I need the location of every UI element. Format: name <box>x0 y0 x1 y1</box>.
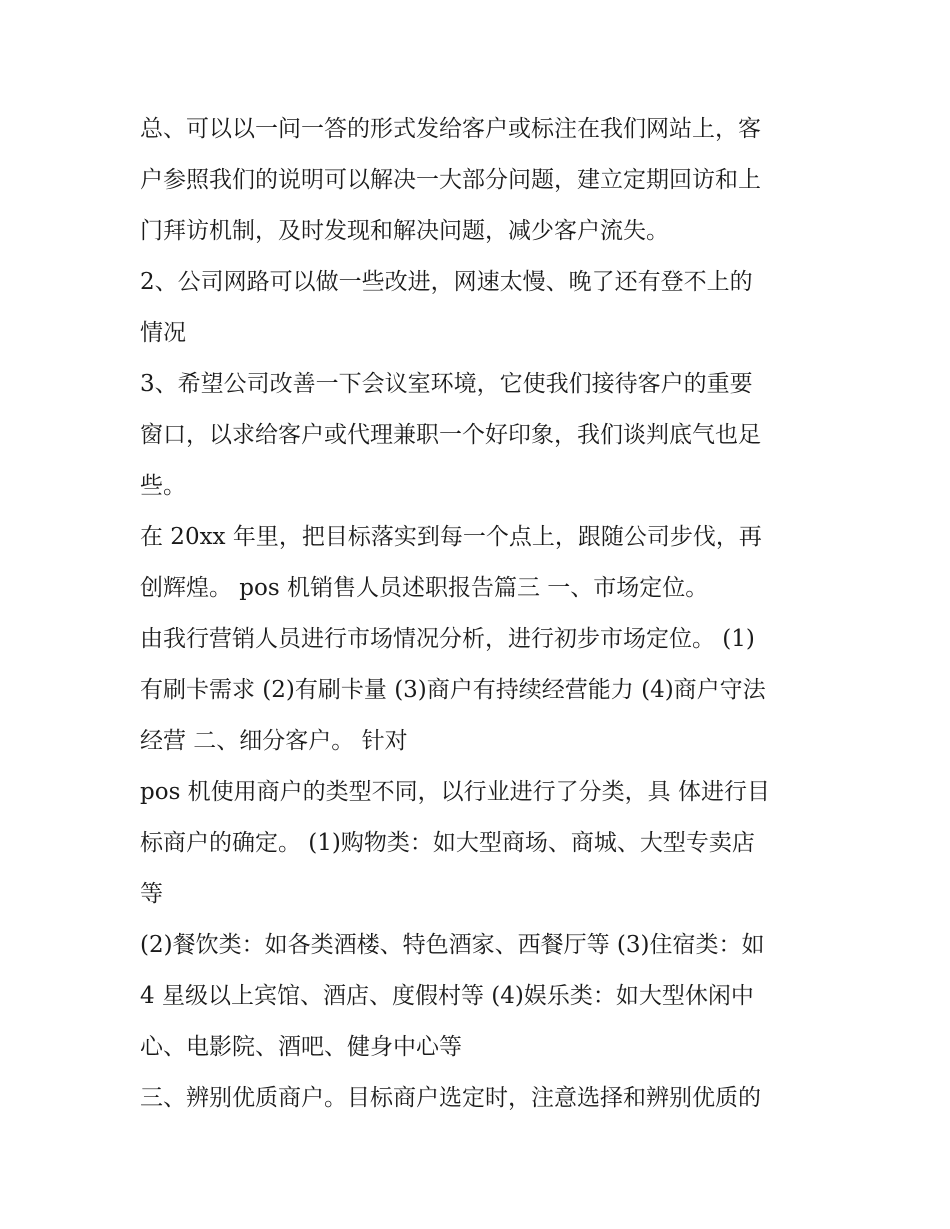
text-line: 有刷卡需求 (2)有刷卡量 (3)商户有持续经营能力 (4)商户守法 <box>140 677 766 703</box>
text-line: (2)餐饮类：如各类酒楼、特色酒家、西餐厅等 (3)住宿类：如 <box>140 932 765 958</box>
text-line: 3、希望公司改善一下会议室环境，它使我们接待客户的重要 <box>140 371 753 397</box>
text-line: pos 机使用商户的类型不同，以行业进行了分类，具 体进行目 <box>140 779 770 805</box>
text-line: 由我行营销人员进行市场情况分析，进行初步市场定位。 (1) <box>140 626 755 652</box>
text-line: 情况 <box>140 320 186 346</box>
text-line: 窗口，以求给客户或代理兼职一个好印象，我们谈判底气也足 <box>140 422 761 448</box>
text-line: 4 星级以上宾馆、酒店、度假村等 (4)娱乐类：如大型休闲中 <box>140 983 754 1009</box>
text-line: 2、公司网路可以做一些改进，网速太慢、晚了还有登不上的 <box>140 269 753 295</box>
text-line: 在 20xx 年里，把目标落实到每一个点上，跟随公司步伐，再 <box>140 524 762 550</box>
text-line: 些。 <box>140 473 186 499</box>
text-line: 等 <box>140 881 163 907</box>
text-line: 户参照我们的说明可以解决一大部分问题，建立定期回访和上 <box>140 167 761 193</box>
text-line: 总、可以以一问一答的形式发给客户或标注在我们网站上，客 <box>140 116 761 142</box>
text-line: 三、辨别优质商户。目标商户选定时，注意选择和辨别优质的 <box>140 1085 761 1111</box>
text-line: 标商户的确定。 (1)购物类：如大型商场、商城、大型专卖店 <box>140 830 755 856</box>
document-body <box>140 104 820 1124</box>
text-line: 经营 二、细分客户。 针对 <box>140 728 408 754</box>
text-line: 创辉煌。 pos 机销售人员述职报告篇三 一、市场定位。 <box>140 575 709 601</box>
text-line: 门拜访机制，及时发现和解决问题，减少客户流失。 <box>140 218 669 244</box>
text-line: 心、电影院、酒吧、健身中心等 <box>140 1034 462 1060</box>
